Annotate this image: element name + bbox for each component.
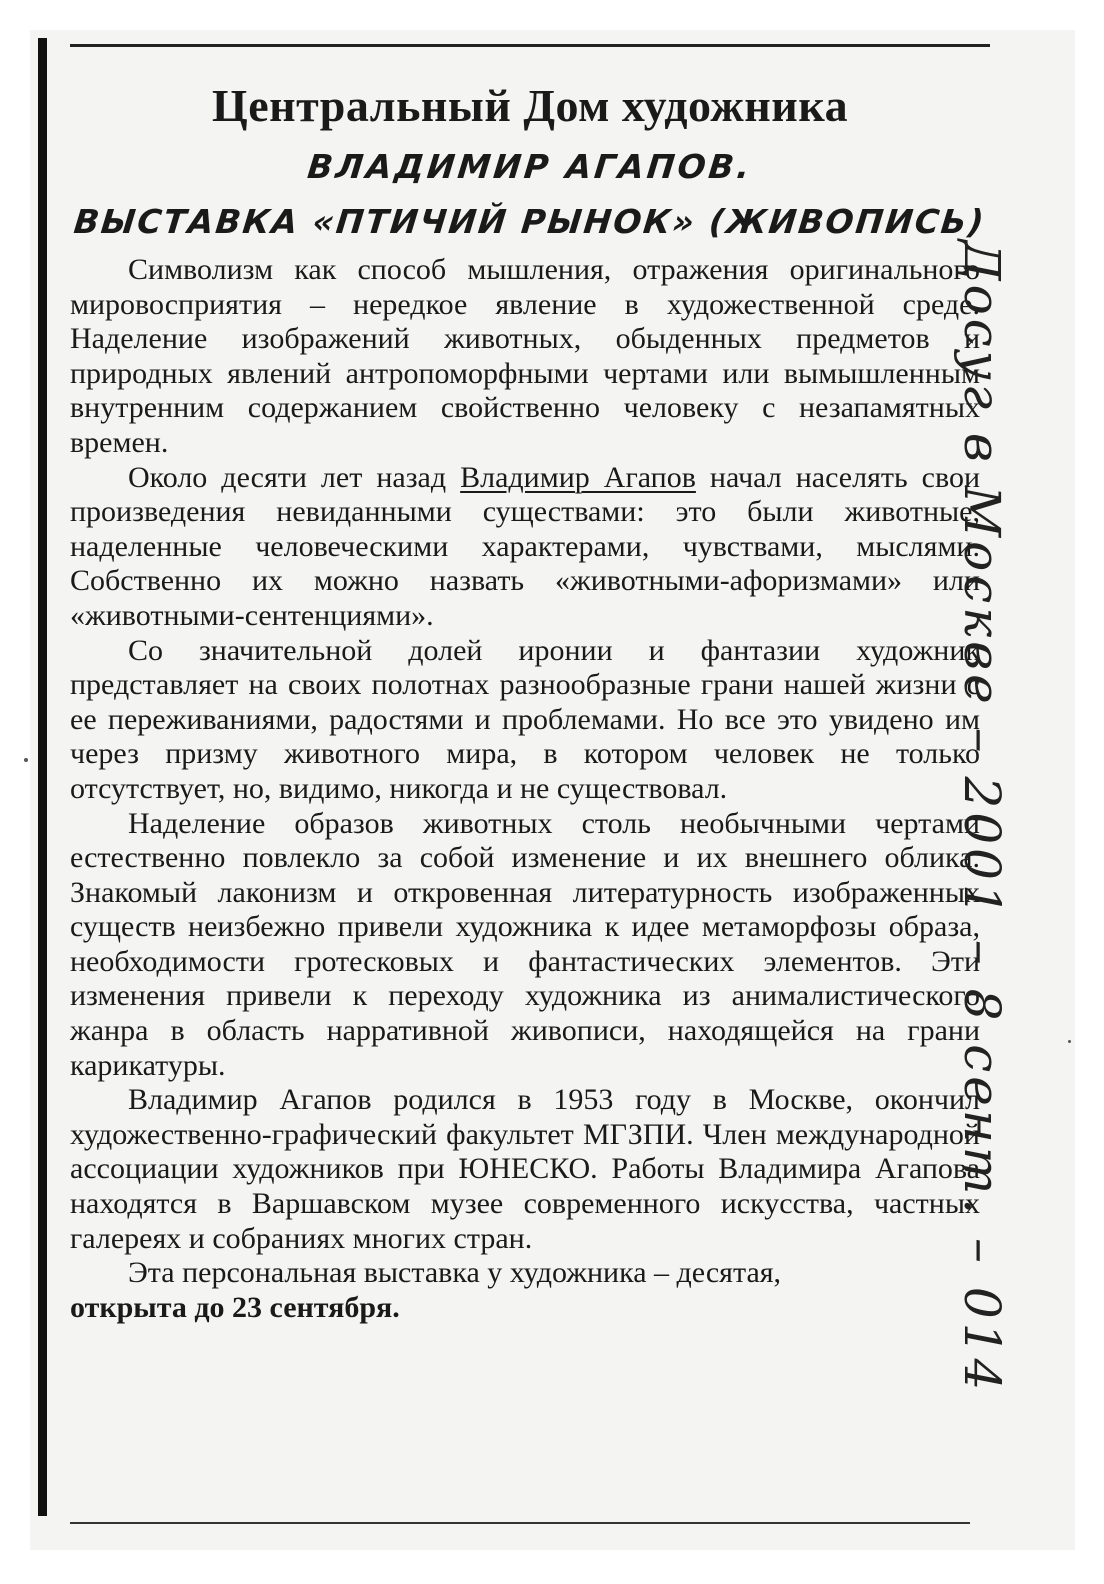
top-rule — [70, 44, 990, 47]
article-paragraph — [70, 1256, 980, 1325]
article-paragraph: Символизм как способ мышления, отражения оригинального мировосприятия – нередкое явление в художественной среде. Наделение изображений животных, обыденных предметов и природных явлений антропоморфными чертами или вымышленным внутренним содержанием свойственно человеку с незапамятных времен. — [70, 253, 980, 459]
handwritten-note: Досуг в Москве – 2001 – 8 сент. – 014 — [953, 240, 1011, 1395]
article-paragraph: Со значительной долей иронии и фантазии художник представляет на своих полотнах разнообразные грани нашей жизни с ее переживаниями, радостями и проблемами. Но все это увидено им через призму животного мира, в котором человек не только отсутствует, но, видимо, никогда и не существовал. — [70, 633, 980, 805]
article-body — [70, 253, 980, 1325]
bottom-rule — [70, 1522, 970, 1524]
article-subheading-exhibition: ВЫСТАВКА «ПТИЧИЙ РЫНОК» (ЖИВОПИСЬ) — [72, 202, 988, 241]
article-paragraph — [70, 461, 980, 634]
article-heading: Центральный Дом художника — [211, 80, 849, 131]
article-paragraph: Владимир Агапов родился в 1953 году в Москве, окончил художественно-графический факультет МГЗПИ. Член международной ассоциации художников при ЮНЕСКО. Работы Владимира Агапова находятся в Варшавском музее современного искусства, частных галереях и собраниях многих стран. — [70, 1083, 980, 1255]
closing-date-text: открыта до 23 сентября. — [70, 1290, 400, 1324]
scan-speck — [24, 758, 28, 762]
article-subheading-artist: ВЛАДИМИР АГАПОВ. — [305, 147, 755, 186]
paragraph-text: Эта персональная выставка у художника – десятая, — [128, 1256, 782, 1290]
paragraph-text: Около десяти лет назад — [128, 460, 461, 494]
article-paragraph: Наделение образов животных столь необычными чертами естественно повлекло за собой изменение и их внешнего облика. Знакомый лаконизм и откровенная литературность изображенных существ неизбежно привели художника к идее метаморфозы образа, необходимости гротесковых и фантастических элементов. Эти изменения привели к переходу художника из анималистического жанра в область нарративной живописи, находящейся на грани карикатуры. — [70, 806, 980, 1082]
underlined-artist-name: Владимир Агапов — [460, 460, 696, 494]
left-column-rule — [38, 38, 47, 1516]
scan-speck — [1068, 1040, 1071, 1043]
paragraph-text: начал населять свои произведения невиданными существами: это были животные, наделенные человеческими характерами, чувствами, мыслями. Собственно их можно назвать «животными-афоризмами» или «животными-сентенциями». — [70, 460, 980, 632]
